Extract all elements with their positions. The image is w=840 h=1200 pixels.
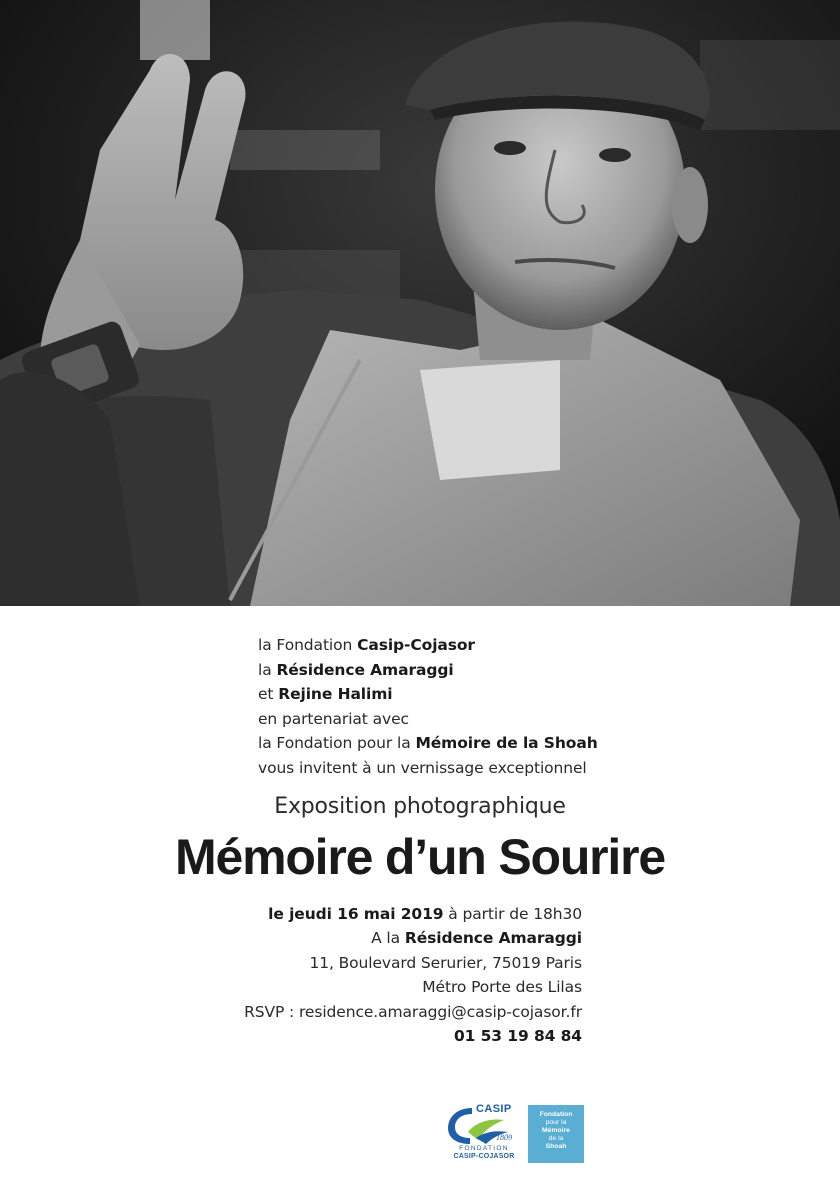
casip-name: CASIP-COJASOR bbox=[453, 1153, 515, 1160]
event-title: Mémoire d’un Sourire bbox=[175, 829, 665, 885]
invitation-intro bbox=[258, 633, 678, 781]
venue-prefix: A la bbox=[371, 929, 405, 948]
event-date bbox=[142, 902, 582, 926]
fms-line5: Shoah bbox=[545, 1143, 567, 1150]
intro-photographer: Rejine Halimi bbox=[278, 685, 393, 704]
intro-text: et bbox=[258, 685, 279, 704]
partner-logos bbox=[446, 1102, 586, 1164]
event-date-day: le jeudi 16 mai 2019 bbox=[268, 905, 444, 923]
intro-line-invite: vous invitent à un vernissage exceptionnel bbox=[258, 758, 587, 777]
fondation-memoire-shoah-logo bbox=[528, 1105, 584, 1163]
intro-org-shoah: Mémoire de la Shoah bbox=[415, 734, 598, 753]
event-details bbox=[142, 902, 582, 1048]
intro-line-host2 bbox=[258, 658, 678, 683]
fms-line3: Mémoire bbox=[542, 1127, 570, 1134]
casip-label: CASIP bbox=[476, 1103, 512, 1115]
fms-line4: de la bbox=[548, 1135, 564, 1142]
event-venue bbox=[142, 926, 582, 950]
event-rsvp[interactable]: RSVP : residence.amaraggi@casip-cojasor.fr bbox=[244, 1002, 582, 1021]
event-metro: Métro Porte des Lilas bbox=[422, 978, 582, 997]
event-address: 11, Boulevard Serurier, 75019 Paris bbox=[309, 953, 582, 972]
intro-line-host1 bbox=[258, 633, 678, 658]
venue-name: Résidence Amaraggi bbox=[404, 929, 582, 948]
event-subtitle: Exposition photographique bbox=[274, 794, 566, 819]
fms-line2: pour la bbox=[545, 1119, 567, 1126]
intro-org-casip: Casip-Cojasor bbox=[357, 636, 475, 654]
intro-org-residence: Résidence Amaraggi bbox=[276, 660, 454, 679]
casip-cojasor-logo bbox=[446, 1102, 522, 1164]
intro-text: la Fondation pour la bbox=[258, 734, 416, 753]
event-date-time: à partir de 18h30 bbox=[443, 905, 582, 923]
intro-text: la Fondation bbox=[258, 636, 358, 654]
fms-line1: Fondation bbox=[539, 1111, 573, 1118]
event-phone[interactable]: 01 53 19 84 84 bbox=[453, 1027, 582, 1046]
casip-fondation: FONDATION bbox=[459, 1145, 509, 1152]
intro-line-host3 bbox=[258, 682, 678, 707]
event-phone-line bbox=[142, 1024, 582, 1048]
intro-line-partner bbox=[258, 731, 678, 756]
casip-year: 1809 bbox=[496, 1133, 512, 1142]
intro-line-partnership: en partenariat avec bbox=[258, 709, 409, 728]
intro-text: la bbox=[258, 660, 277, 679]
